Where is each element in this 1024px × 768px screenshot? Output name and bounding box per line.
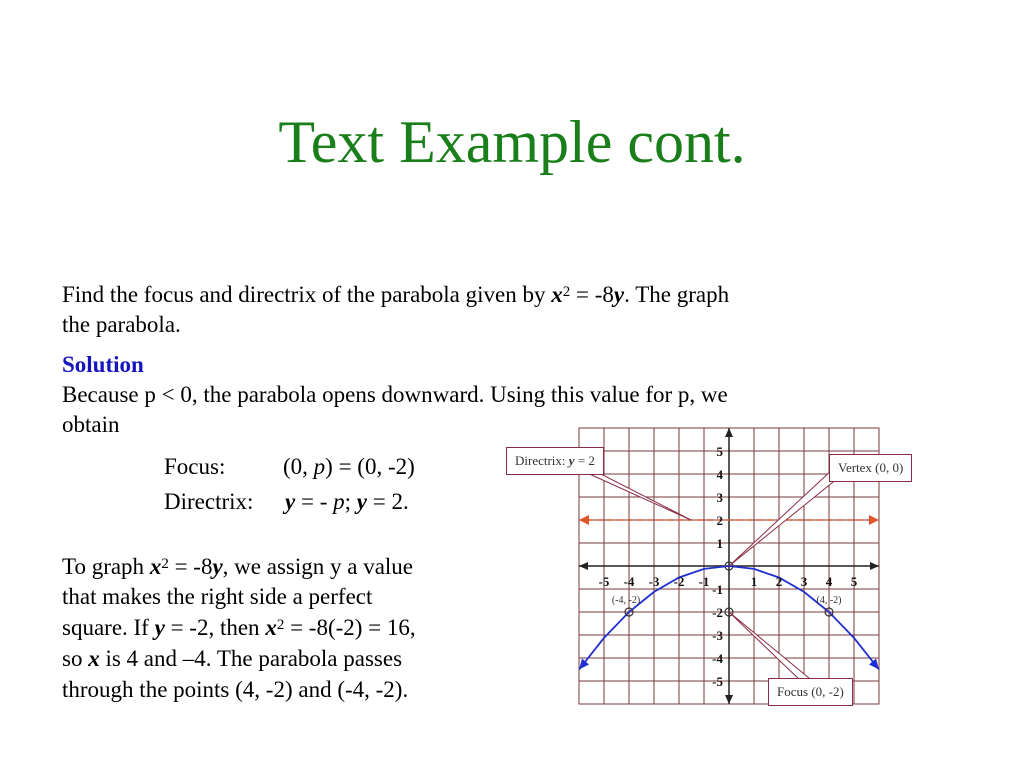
graphing-line-4: so x is 4 and –4. The parabola passes bbox=[62, 646, 403, 671]
y-tick-label: -5 bbox=[712, 674, 723, 689]
vertex-callout: Vertex (0, 0) bbox=[829, 454, 912, 482]
point-label: (4, -2) bbox=[816, 595, 842, 606]
solution-heading: Solution bbox=[62, 352, 144, 377]
x-tick-label: 1 bbox=[750, 574, 758, 589]
question-line-1: Find the focus and directrix of the parabola given by $x^2 = -8y$. The graph bbox=[62, 282, 730, 307]
y-tick-label: -3 bbox=[712, 628, 723, 643]
directrix-callout-pointer bbox=[585, 472, 691, 520]
y-axis-arrow-down bbox=[725, 695, 733, 704]
y-tick-label: 4 bbox=[716, 467, 723, 482]
directrix-arrow-left bbox=[579, 515, 589, 525]
directrix-label: Directrix: bbox=[164, 489, 254, 514]
x-tick-label: 2 bbox=[775, 574, 783, 589]
solution-line-1: Because p < 0, the parabola opens downward. Using this value for p, we bbox=[62, 382, 728, 407]
y-tick-label: -4 bbox=[712, 651, 723, 666]
x-tick-label: -5 bbox=[598, 574, 610, 589]
x-tick-label: -1 bbox=[698, 574, 710, 589]
point-label: (-4, -2) bbox=[611, 595, 641, 606]
y-tick-label: -1 bbox=[712, 582, 723, 597]
y-tick-label: 1 bbox=[716, 536, 723, 551]
y-tick-label: -2 bbox=[712, 605, 723, 620]
x-tick-label: 5 bbox=[850, 574, 858, 589]
y-tick-label: 5 bbox=[716, 444, 723, 459]
focus-callout: Focus (0, -2) bbox=[768, 678, 853, 706]
graphing-line-2: that makes the right side a perfect bbox=[62, 584, 373, 609]
focus-label: Focus: bbox=[164, 454, 226, 479]
x-tick-label: 4 bbox=[825, 574, 833, 589]
graphing-line-5: through the points (4, -2) and (-4, -2). bbox=[62, 677, 409, 702]
vertex-callout-pointer bbox=[729, 468, 848, 566]
x-axis-arrow-left bbox=[579, 562, 588, 570]
y-tick-label: 2 bbox=[716, 513, 723, 528]
slide-title: Text Example cont. bbox=[278, 109, 746, 175]
question-line-2: the parabola. bbox=[62, 312, 181, 337]
solution-line-2: obtain bbox=[62, 412, 120, 437]
x-tick-label: -3 bbox=[648, 574, 660, 589]
x-axis-arrow-right bbox=[870, 562, 879, 570]
focus-value: (0, p) = (0, -2) bbox=[283, 454, 415, 479]
focus-callout-pointer bbox=[729, 612, 815, 683]
directrix-arrow-right bbox=[869, 515, 879, 525]
graphing-line-1: To graph $x^2 = -8y$, we assign y a value bbox=[62, 554, 414, 579]
directrix-value: y = - p; y = 2. bbox=[285, 489, 409, 514]
y-axis-arrow-up bbox=[725, 428, 733, 437]
graphing-line-3: square. If y = -2, then $x^2 = -8(-2) = 16$, bbox=[62, 615, 416, 640]
directrix-callout: Directrix: y = 2 bbox=[506, 447, 604, 475]
x-tick-label: 3 bbox=[800, 574, 808, 589]
y-tick-label: 3 bbox=[716, 490, 723, 505]
x-tick-label: -2 bbox=[673, 574, 685, 589]
x-tick-label: -4 bbox=[623, 574, 635, 589]
